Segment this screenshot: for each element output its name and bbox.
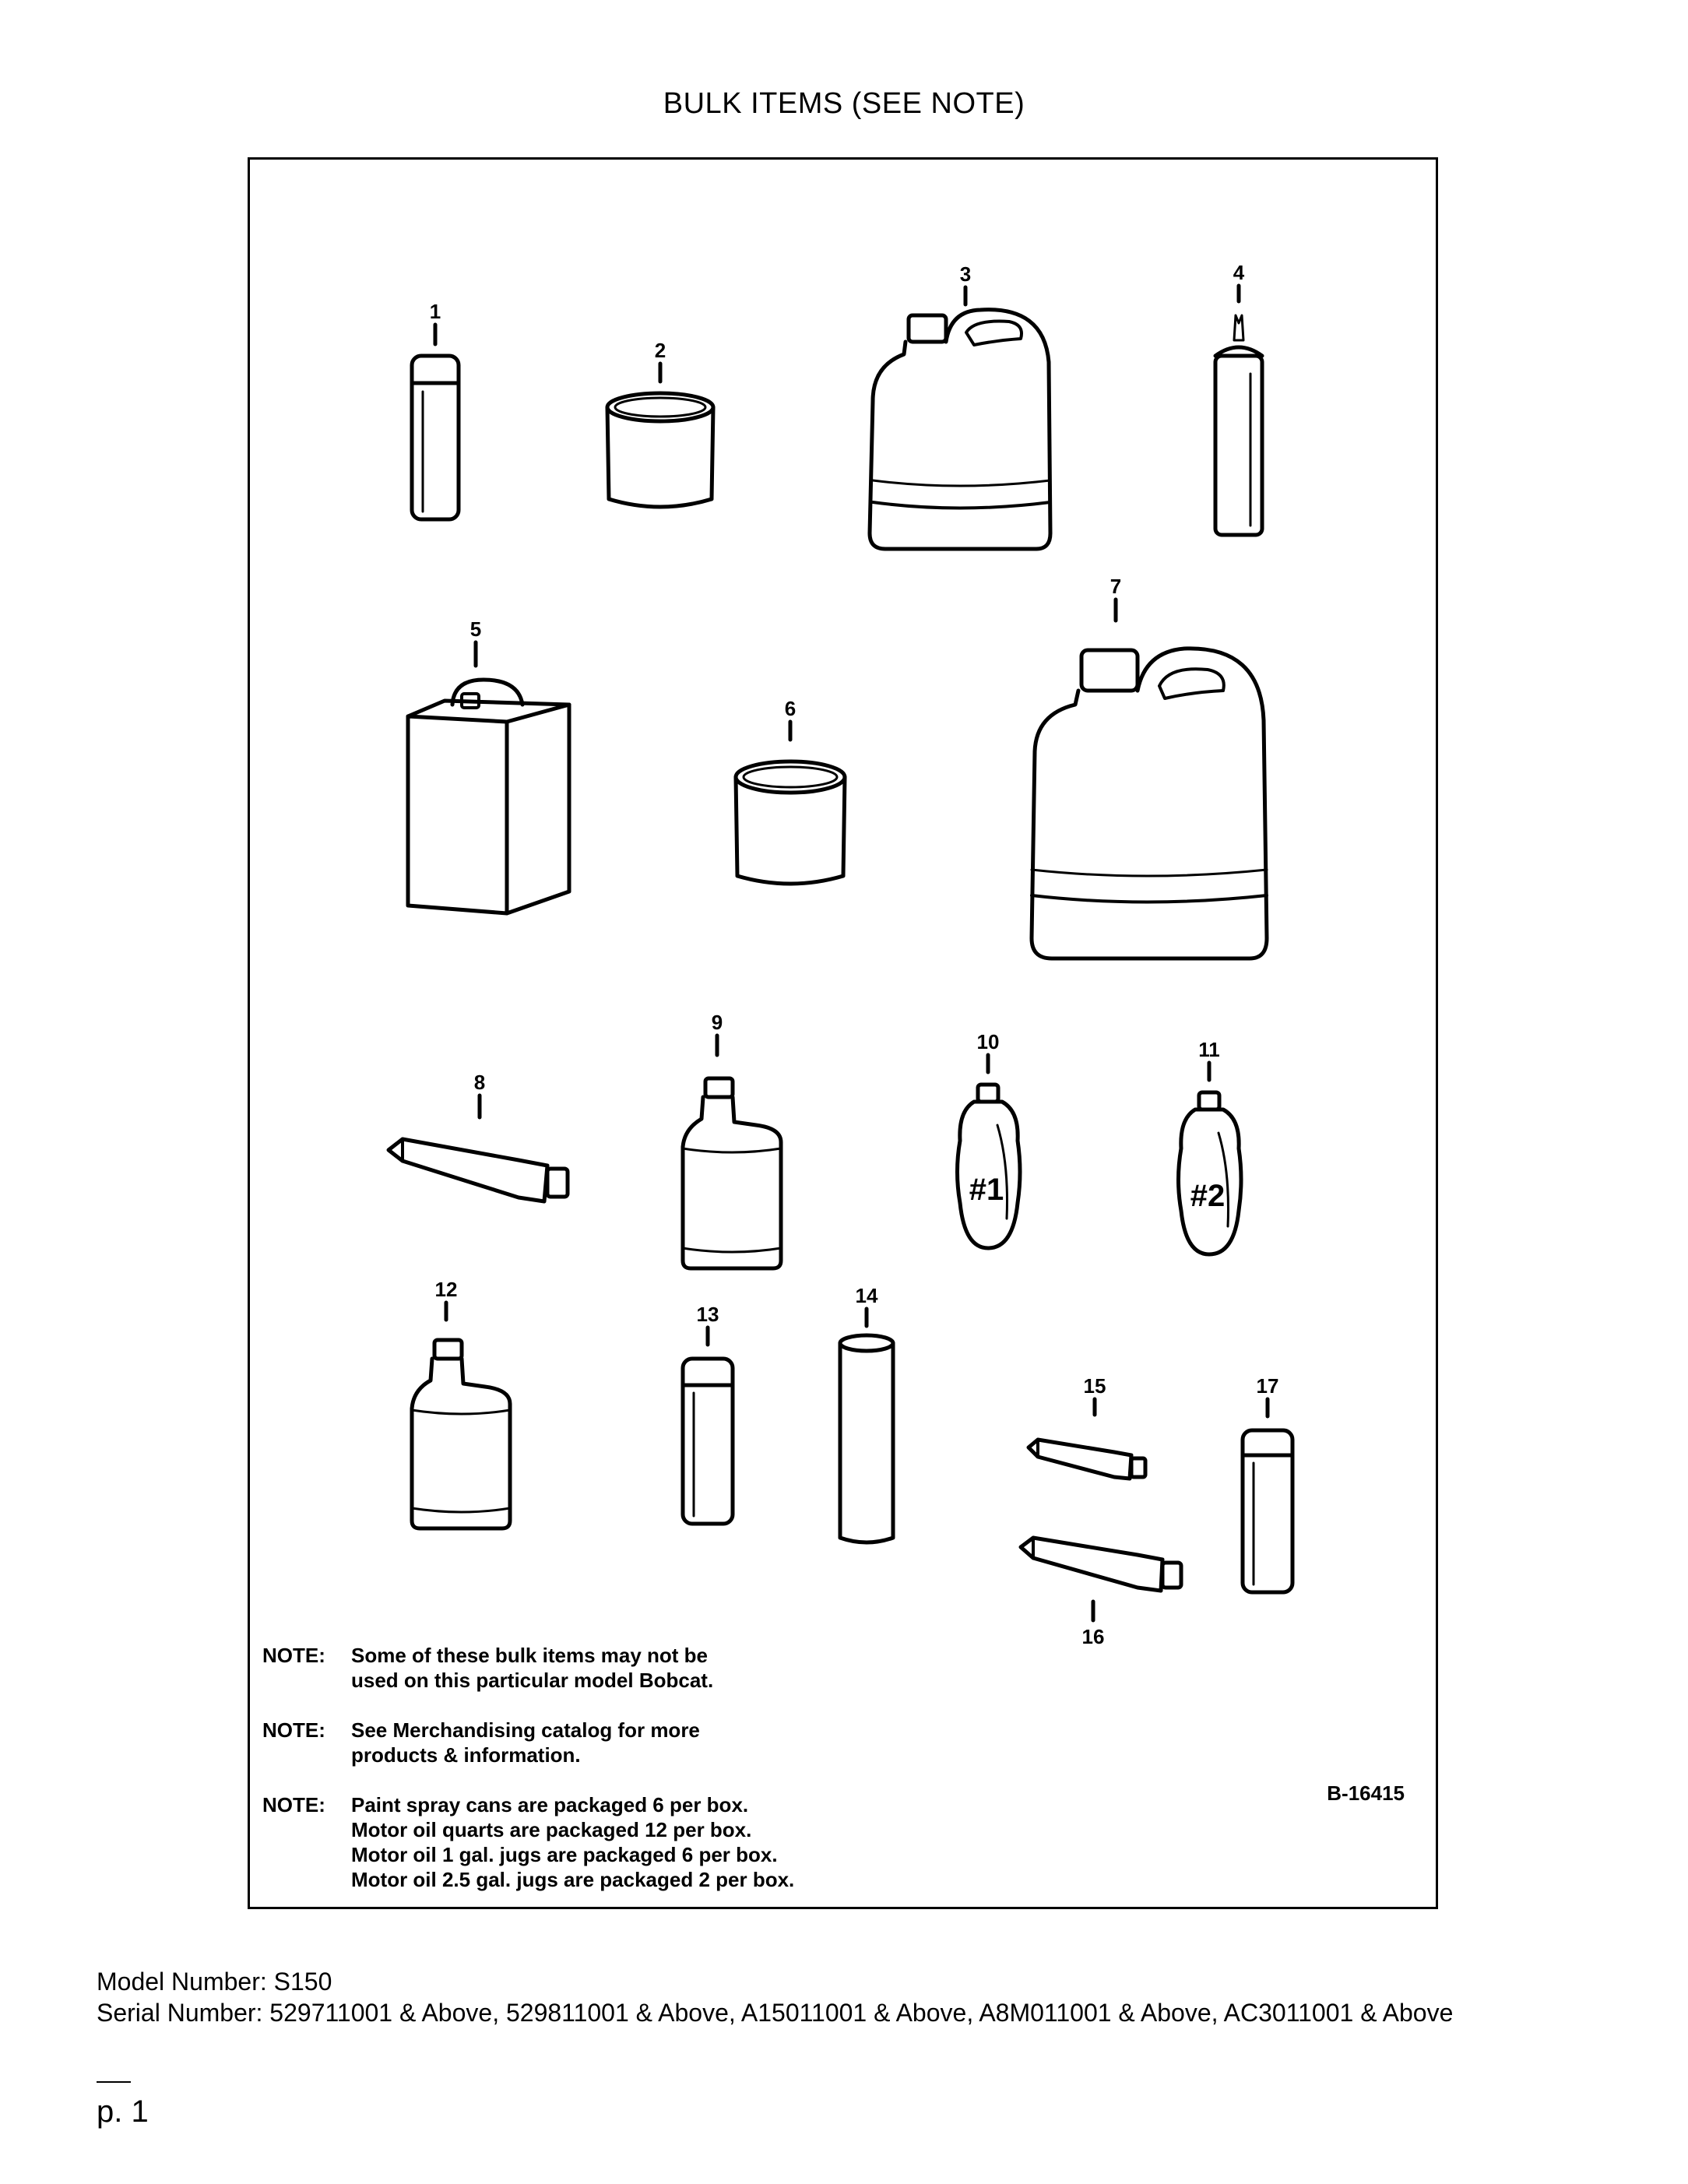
callout-9: 9 xyxy=(711,1011,723,1034)
page-title: BULK ITEMS (SEE NOTE) xyxy=(663,87,1025,120)
callout-2: 2 xyxy=(654,339,666,362)
note-line: Motor oil 2.5 gal. jugs are packaged 2 per box. xyxy=(351,1868,795,1891)
footer-rule xyxy=(97,2081,131,2083)
item-9-quart-bottle xyxy=(683,1036,781,1268)
item-17-spray-can xyxy=(1243,1399,1292,1592)
callout-16: 16 xyxy=(1081,1625,1105,1648)
note-1 xyxy=(262,1643,794,1693)
note-line: Some of these bulk items may not be xyxy=(351,1644,708,1667)
callout-7: 7 xyxy=(1110,575,1122,598)
note-label: NOTE: xyxy=(262,1644,325,1667)
callout-15: 15 xyxy=(1083,1374,1106,1398)
callout-12: 12 xyxy=(434,1278,458,1301)
item-7-large-jug xyxy=(1032,600,1267,958)
item-3-jug xyxy=(870,287,1050,549)
bottle-10-label: #1 xyxy=(969,1173,1004,1207)
callout-6: 6 xyxy=(784,697,797,720)
item-5-square-can xyxy=(408,642,569,913)
notes-block xyxy=(262,1643,794,1917)
item-14-grease-cartridge xyxy=(840,1309,893,1542)
note-line: Motor oil quarts are packaged 12 per box. xyxy=(351,1818,752,1841)
parts-illustration-frame xyxy=(248,157,1438,1909)
model-info xyxy=(97,1966,1599,2028)
note-line: Motor oil 1 gal. jugs are packaged 6 per box. xyxy=(351,1843,778,1866)
bottle-11-label: #2 xyxy=(1190,1179,1226,1213)
model-number: Model Number: S150 xyxy=(97,1968,332,1996)
callout-3: 3 xyxy=(959,262,972,286)
callout-5: 5 xyxy=(469,617,482,641)
item-13-spray-can xyxy=(683,1328,733,1524)
note-label: NOTE: xyxy=(262,1793,325,1816)
callout-1: 1 xyxy=(429,300,441,323)
callout-17: 17 xyxy=(1256,1374,1279,1398)
item-15-small-tube xyxy=(1029,1399,1145,1479)
callout-4: 4 xyxy=(1233,261,1245,284)
item-4-caulk-tube xyxy=(1215,286,1262,535)
item-16-tube xyxy=(1021,1538,1181,1620)
callout-13: 13 xyxy=(696,1303,719,1326)
item-8-tube xyxy=(389,1096,568,1201)
note-line: See Merchandising catalog for more xyxy=(351,1718,700,1742)
note-3 xyxy=(262,1792,794,1892)
item-6-can xyxy=(736,722,845,884)
callout-8: 8 xyxy=(473,1071,486,1094)
note-label: NOTE: xyxy=(262,1718,325,1742)
note-2 xyxy=(262,1718,794,1767)
serial-number: Serial Number: 529711001 & Above, 529811001 & Above, A15011001 & Above, A8M011001 & Above, AC3011001 & Above xyxy=(97,1999,1454,2027)
item-12-quart-bottle xyxy=(412,1303,510,1528)
note-line: used on this particular model Bobcat. xyxy=(351,1669,714,1692)
item-1-spray-can xyxy=(412,325,459,519)
note-line: Paint spray cans are packaged 6 per box. xyxy=(351,1793,749,1816)
callout-11: 11 xyxy=(1198,1038,1220,1061)
item-2-can xyxy=(607,364,713,507)
item-11-bottle xyxy=(1179,1063,1242,1254)
page-number: p. 1 xyxy=(97,2094,149,2129)
callout-14: 14 xyxy=(855,1284,878,1307)
item-10-bottle xyxy=(958,1055,1021,1248)
callout-10: 10 xyxy=(976,1030,1000,1053)
drawing-id: B-16415 xyxy=(1327,1781,1405,1805)
note-line: products & information. xyxy=(351,1743,581,1767)
